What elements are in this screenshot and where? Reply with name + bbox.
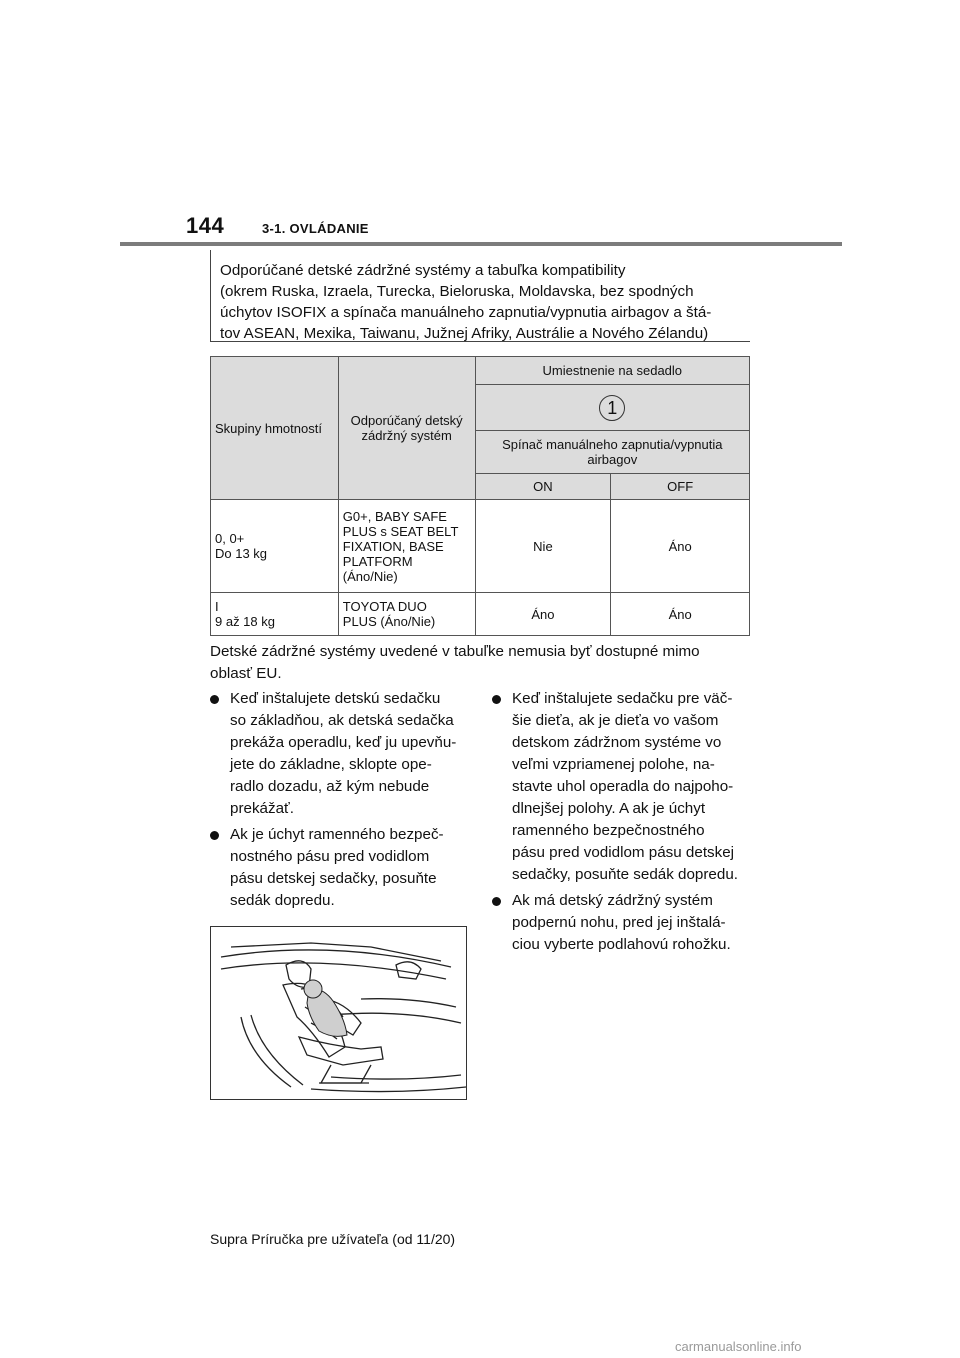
section-title: 3-1. OVLÁDANIE (262, 221, 369, 236)
bullet-line: radlo dozadu, až kým nebude (230, 778, 430, 795)
availability-note (210, 641, 750, 685)
bullet-line: ciou vyberte podlahovú rohožku. (512, 936, 731, 953)
bullet-line: stavte uhol operadla do najpoho- (512, 778, 734, 795)
on-value-cell: Nie (475, 500, 611, 593)
off-header: OFF (611, 474, 750, 500)
cell-line: Do 13 kg (215, 546, 268, 561)
watermark: carmanualsonline.info (675, 1339, 802, 1354)
cell-line: 0, 0+ (215, 531, 245, 546)
bullet-dot-icon (210, 831, 219, 840)
caption-line: Odporúčané detské zádržné systémy a tabuľka kompatibility (220, 262, 626, 279)
restraint-system-cell (338, 593, 475, 636)
restraint-system-header: Odporúčaný detský zádržný systém (338, 357, 475, 500)
bullet-line: so základňou, ak detská sedačka (230, 712, 454, 729)
cell-line: PLUS s SEAT BELT (342, 523, 459, 539)
cell-line: 9 až 18 kg (215, 614, 275, 629)
bullet-line: veľmi vzpriamenej polohe, na- (512, 756, 715, 773)
header-divider (120, 242, 842, 246)
left-column (210, 688, 478, 916)
cell-line: PLUS (Áno/Nie) (342, 614, 436, 629)
bullet-line: pásu pred vodidlom pásu detskej (512, 844, 735, 861)
bullet-dot-icon (492, 695, 501, 704)
bullet-line: nostného pásu pred vodidlom (230, 848, 430, 865)
bullet-line: dlnejšej polohy. A ak je úchyt (512, 800, 706, 817)
weight-group-cell (211, 593, 339, 636)
off-value-cell: Áno (611, 500, 750, 593)
bullet-item (492, 688, 757, 886)
cell-line: (Áno/Nie) (342, 568, 398, 584)
bullet-line: pásu detskej sedačky, posuňte (230, 870, 437, 887)
bullet-line: šie dieťa, ak je dieťa vo vašom (512, 712, 719, 729)
table-caption (210, 250, 750, 342)
cell-line: FIXATION, BASE (342, 538, 444, 554)
right-column (492, 688, 757, 960)
note-line: Detské zádržné systémy uvedené v tabuľke nemusia byť dostupné mimo (210, 643, 700, 660)
seat-position-header: Umiestnenie na sedadlo (475, 357, 749, 385)
car-seat-drawing (211, 927, 466, 1099)
caption-line: tov ASEAN, Mexika, Taiwanu, Južnej Afriky, Austrálie a Nového Zélandu) (220, 325, 709, 342)
compatibility-table (210, 356, 750, 636)
bullet-item (492, 890, 757, 956)
bullet-line: Keď inštalujete sedačku pre väč- (512, 690, 733, 707)
note-line: oblasť EU. (210, 665, 282, 682)
cell-line: PLATFORM (342, 553, 413, 569)
bullet-line: prekážať. (230, 800, 294, 817)
cell-line: TOYOTA DUO (342, 599, 427, 614)
cell-line: G0+, BABY SAFE (342, 508, 447, 524)
seat-position-number-cell (475, 385, 749, 431)
bullet-dot-icon (210, 695, 219, 704)
on-value-cell: Áno (475, 593, 611, 636)
bullet-dot-icon (492, 897, 501, 906)
bullet-line: jete do základne, sklopte ope- (230, 756, 432, 773)
bullet-line: prekáža operadlu, keď ju upevňu- (230, 734, 457, 751)
bullet-line: sedačky, posuňte sedák dopredu. (512, 866, 738, 883)
weight-group-header: Skupiny hmotností (211, 357, 339, 500)
seat-position-badge: 1 (599, 395, 625, 421)
bullet-item (210, 688, 478, 820)
airbag-switch-header: Spínač manuálneho zapnutia/vypnutia airbagov (475, 431, 749, 474)
bullet-line: detskom zádržnom systéme vo (512, 734, 722, 751)
page-number: 144 (186, 213, 225, 238)
bullet-line: Ak má detský zádržný systém (512, 892, 713, 909)
bullet-line: ramenného bezpečnostného (512, 822, 705, 839)
off-value-cell: Áno (611, 593, 750, 636)
bullet-line: podpernú nohu, pred jej inštalá- (512, 914, 726, 931)
weight-group-cell (211, 500, 339, 593)
footer-text: Supra Príručka pre užívateľa (od 11/20) (210, 1231, 456, 1247)
bullet-item (210, 824, 478, 912)
caption-line: (okrem Ruska, Izraela, Turecka, Bieloruska, Moldavska, bez spodných (220, 283, 694, 300)
caption-line: úchytov ISOFIX a spínača manuálneho zapnutia/vypnutia airbagov a štá- (220, 304, 712, 321)
restraint-system-cell (338, 500, 475, 593)
on-header: ON (475, 474, 611, 500)
child-seat-illustration (210, 926, 467, 1100)
bullet-line: Ak je úchyt ramenného bezpeč- (230, 826, 444, 843)
bullet-line: Keď inštalujete detskú sedačku (230, 690, 441, 707)
bullet-line: sedák dopredu. (230, 892, 335, 909)
cell-line: I (215, 599, 219, 614)
